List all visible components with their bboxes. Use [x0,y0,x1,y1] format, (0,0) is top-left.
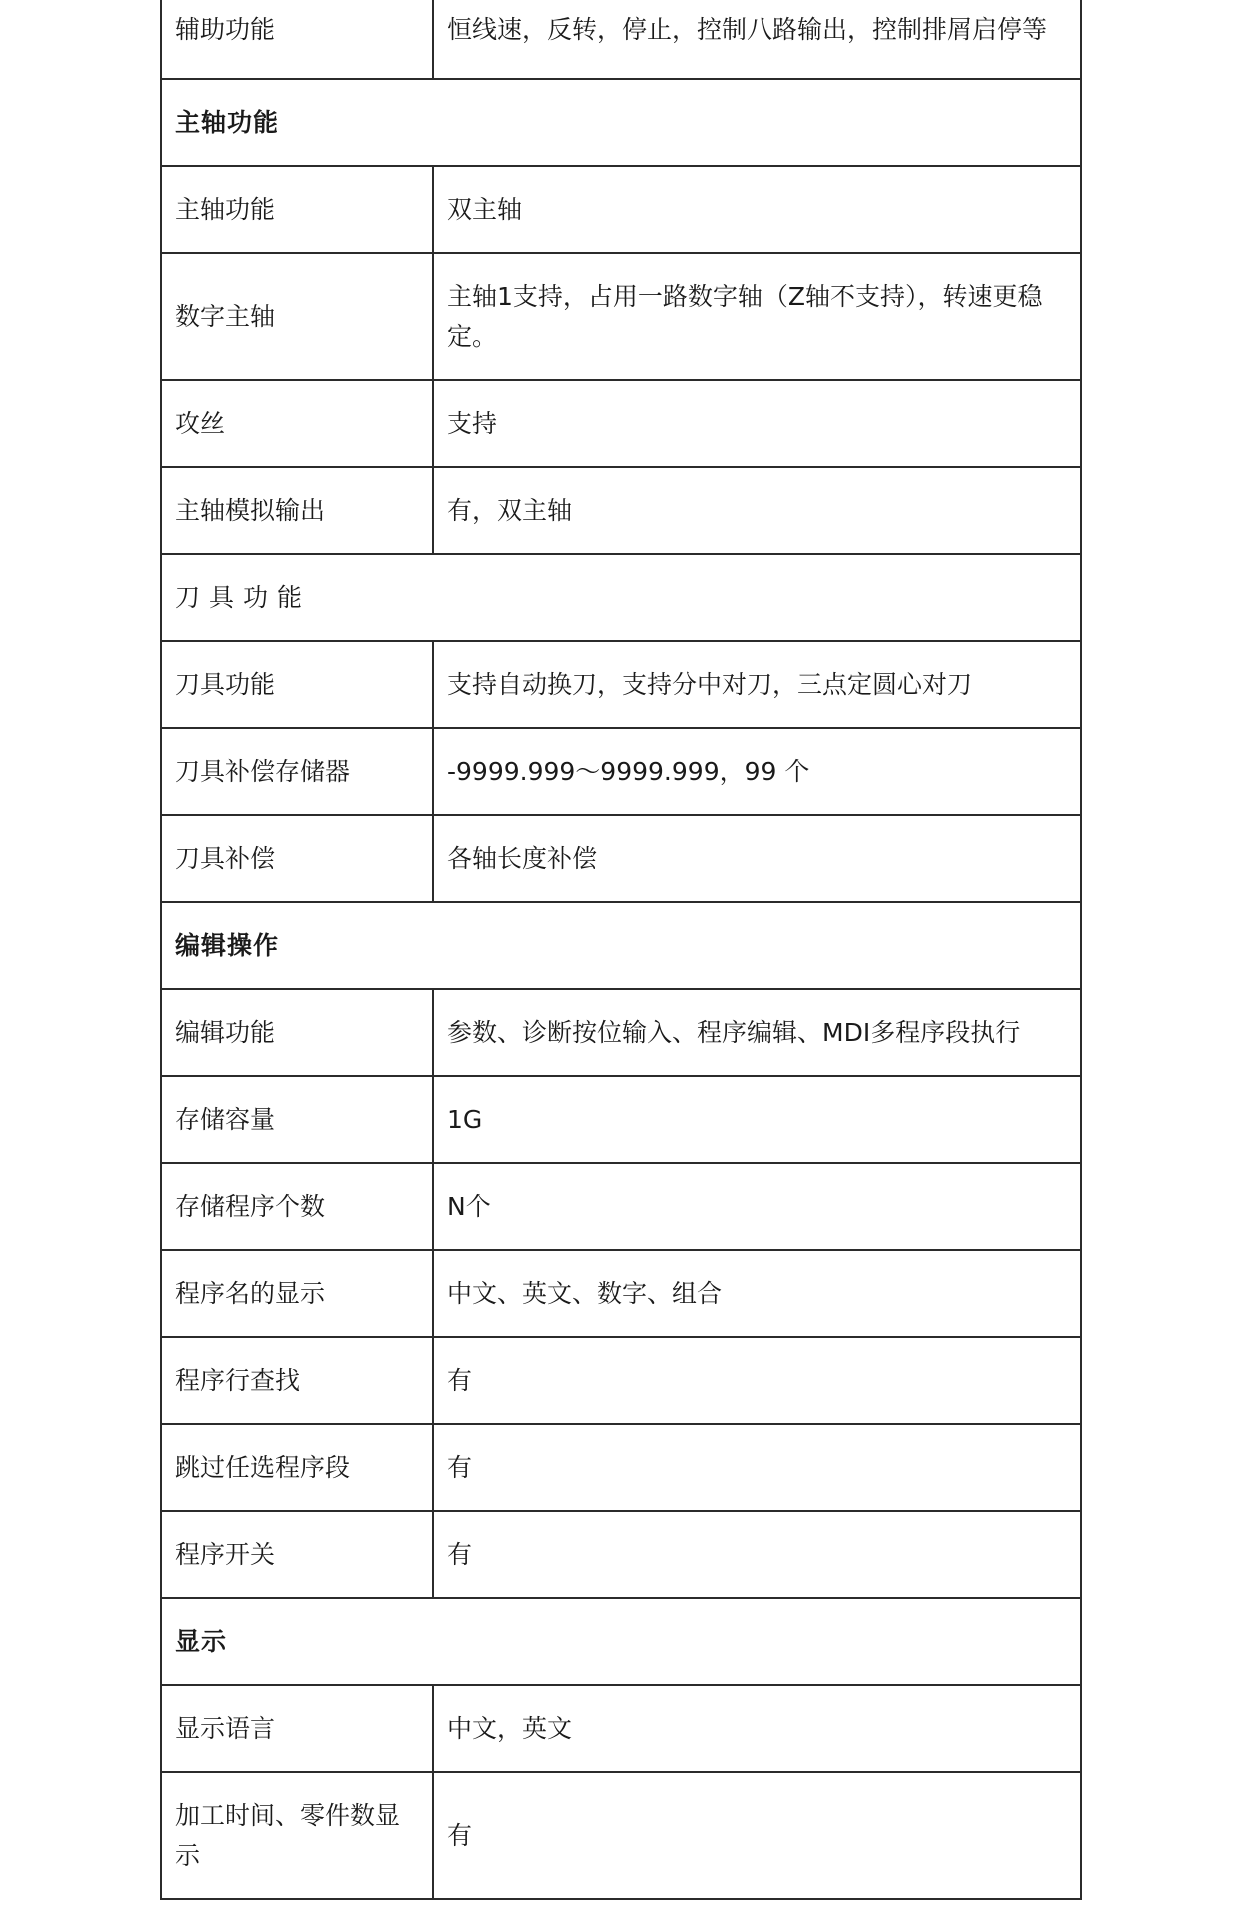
section-heading: 刀具功能 [161,554,1081,641]
row-label: 主轴功能 [161,166,433,253]
row-value: 有 [433,1772,1081,1899]
table-row [161,467,1081,554]
section-row [161,79,1081,166]
row-label: 显示语言 [161,1685,433,1772]
table-row [161,641,1081,728]
row-label: 数字主轴 [161,253,433,380]
row-value: 中文、英文、数字、组合 [433,1250,1081,1337]
row-label: 存储程序个数 [161,1163,433,1250]
row-value: 有，双主轴 [433,467,1081,554]
row-label: 跳过任选程序段 [161,1424,433,1511]
row-label: 加工时间、零件数显示 [161,1772,433,1899]
row-label: 程序行查找 [161,1337,433,1424]
row-value: 恒线速，反转，停止，控制八路输出，控制排屑启停等 [433,0,1081,79]
row-value: 有 [433,1511,1081,1598]
table-row [161,380,1081,467]
row-label: 攻丝 [161,380,433,467]
row-value: N个 [433,1163,1081,1250]
row-label: 刀具功能 [161,641,433,728]
row-value: -9999.999～9999.999，99 个 [433,728,1081,815]
table-row [161,0,1081,79]
row-label: 辅助功能 [161,0,433,79]
section-heading: 主轴功能 [161,79,1081,166]
row-value: 有 [433,1337,1081,1424]
table-row [161,1685,1081,1772]
table-row [161,1772,1081,1899]
row-label: 刀具补偿存储器 [161,728,433,815]
row-label: 程序名的显示 [161,1250,433,1337]
row-value: 双主轴 [433,166,1081,253]
table-row [161,1511,1081,1598]
table-row [161,166,1081,253]
section-row [161,1598,1081,1685]
row-value: 有 [433,1424,1081,1511]
table-row [161,989,1081,1076]
table-row [161,728,1081,815]
row-label: 程序开关 [161,1511,433,1598]
section-heading: 编辑操作 [161,902,1081,989]
table-row [161,815,1081,902]
row-label: 刀具补偿 [161,815,433,902]
row-value: 支持 [433,380,1081,467]
row-label: 主轴模拟输出 [161,467,433,554]
section-row [161,902,1081,989]
row-label: 存储容量 [161,1076,433,1163]
row-value: 支持自动换刀，支持分中对刀，三点定圆心对刀 [433,641,1081,728]
row-value: 主轴1支持，占用一路数字轴（Z轴不支持），转速更稳定。 [433,253,1081,380]
row-label: 编辑功能 [161,989,433,1076]
table-row [161,1337,1081,1424]
spec-table [160,0,1082,1900]
section-heading: 显示 [161,1598,1081,1685]
table-row [161,1076,1081,1163]
section-row [161,554,1081,641]
table-row [161,1163,1081,1250]
table-row [161,1424,1081,1511]
row-value: 中文，英文 [433,1685,1081,1772]
table-row [161,253,1081,380]
row-value: 各轴长度补偿 [433,815,1081,902]
table-row [161,1250,1081,1337]
row-value: 参数、诊断按位输入、程序编辑、MDI多程序段执行 [433,989,1081,1076]
row-value: 1G [433,1076,1081,1163]
